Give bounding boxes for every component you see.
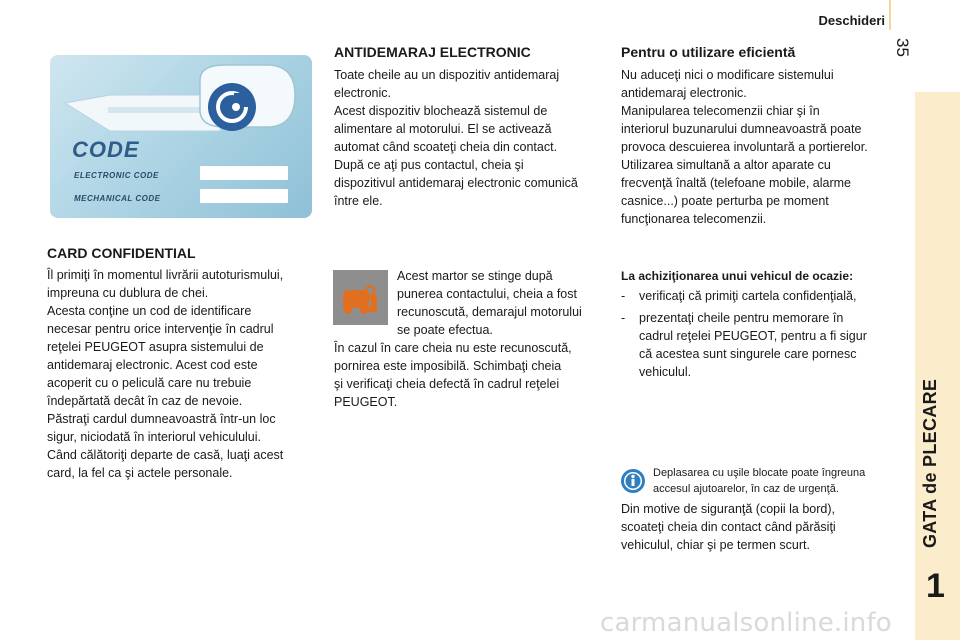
- text-line: accesul ajutoarelor, în caz de urgenţă.: [653, 483, 839, 495]
- section-title: Deschideri: [818, 13, 885, 28]
- text-line: electronic.: [334, 86, 391, 100]
- efficient-use-title: Pentru o utilizare eficientă: [621, 44, 796, 60]
- text-line: îndepărtată decât în caz de nevoie.: [47, 394, 243, 408]
- text-line: pornirea este imposibilă. Schimbaţi cheia: [334, 359, 562, 373]
- text-line: Acest martor se stinge după: [397, 269, 553, 283]
- text-line: casnice...) poate perturba pe moment: [621, 194, 829, 208]
- text-line: Din motive de siguranţă (copii la bord),: [621, 502, 835, 516]
- text-line: PEUGEOT.: [334, 395, 398, 409]
- text-line: În cazul în care cheia nu este recunoscută,: [334, 341, 572, 355]
- text-line: provoca descuierea involuntară a portierelor.: [621, 140, 868, 154]
- text-line: între ele.: [334, 194, 383, 208]
- info-text: [621, 500, 901, 554]
- text-line: Acesta conţine un cod de identificare: [47, 304, 252, 318]
- text-line: card, la fel ca şi actele personale.: [47, 466, 233, 480]
- used-vehicle-title: La achiziţionarea unui vehicul de ocazie:: [621, 269, 854, 283]
- page-number: 35: [893, 38, 912, 57]
- text-line: recunoscută, demarajul motorului: [397, 305, 582, 319]
- text-line: impreuna cu dublura de chei.: [47, 286, 209, 300]
- warning-text: [334, 339, 604, 411]
- text-line: punerea contactului, cheia a fost: [397, 287, 577, 301]
- header-divider: [889, 0, 891, 30]
- list-item-line: că acestea sunt singurele care pornesc: [639, 347, 857, 361]
- info-icon: [620, 468, 646, 494]
- text-line: Când călătoriţi departe de casă, luaţi acest: [47, 448, 284, 462]
- efficient-use-text: [621, 66, 901, 228]
- text-line: Îl primiţi în momentul livrării autoturismului,: [47, 268, 284, 282]
- text-line: sigur, niciodată în interiorul vehiculului.: [47, 430, 262, 444]
- text-line: se poate efectua.: [397, 323, 493, 337]
- confidential-card-image: [50, 55, 312, 218]
- text-line: Deplasarea cu uşile blocate poate îngreuna: [653, 467, 866, 479]
- warning-icon-text: [397, 267, 607, 339]
- electronic-code-field: [200, 166, 288, 180]
- card-code-title: CODE: [72, 137, 140, 162]
- antidemaraj-text: [334, 66, 604, 210]
- antidemaraj-title: ANTIDEMARAJ ELECTRONIC: [334, 44, 531, 60]
- text-line: funcţionarea telecomenzii.: [621, 212, 767, 226]
- list-item: [621, 287, 901, 305]
- chapter-label: GATA de PLECARE: [920, 378, 940, 548]
- info-small-text: [653, 465, 903, 497]
- text-line: Toate cheile au un dispozitiv antidemaraj: [334, 68, 560, 82]
- text-line: Acest dispozitiv blochează sistemul de: [334, 104, 548, 118]
- list-item-line: - verificaţi că primiţi cartela confidenţială,: [639, 289, 857, 303]
- text-line: antidemaraj electronic.: [621, 86, 747, 100]
- text-line: Utilizarea simultană a altor aparate cu: [621, 158, 831, 172]
- electronic-code-label: ELECTRONIC CODE: [74, 171, 159, 180]
- mechanical-code-label: MECHANICAL CODE: [74, 194, 161, 203]
- chapter-tab: [915, 92, 960, 640]
- text-line: scoateţi cheia din contact când părăsiţi: [621, 520, 836, 534]
- text-line: şi verificaţi cheia defectă în cadrul reţelei: [334, 377, 560, 391]
- mechanical-code-field: [200, 189, 288, 203]
- used-vehicle-list-container: [621, 287, 901, 385]
- watermark: carmanualsonline.info: [600, 608, 892, 638]
- text-line: vehiculul, chiar şi pe termen scurt.: [621, 538, 810, 552]
- text-line: frecvenţă înaltă (telefoane mobile, alarme: [621, 176, 851, 190]
- text-line: dispozitivul antidemaraj electronic comunică: [334, 176, 578, 190]
- text-line: reţelei PEUGEOT asupra sistemului de: [47, 340, 264, 354]
- text-line: După ce aţi pus contactul, cheia şi: [334, 158, 524, 172]
- card-confidential-title: CARD CONFIDENTIAL: [47, 245, 196, 261]
- text-line: acoperit cu o peliculă care nu trebuie: [47, 376, 252, 390]
- text-line: necesar pentru orice intervenţie în cadrul: [47, 322, 274, 336]
- list-item: [621, 309, 901, 381]
- chapter-number: 1: [926, 567, 945, 605]
- text-line: antidemaraj electronic. Acest cod este: [47, 358, 258, 372]
- card-confidential-text: [47, 266, 312, 482]
- text-line: Manipularea telecomenzii chiar şi în: [621, 104, 820, 118]
- text-line: Nu aduceţi nici o modificare sistemului: [621, 68, 834, 82]
- list-item-line: cadrul reţelei PEUGEOT, pentru a fi sigur: [639, 329, 867, 343]
- list-item-line: vehiculul.: [639, 365, 692, 379]
- text-line: alimentare al motorului. El se activează: [334, 122, 552, 136]
- used-vehicle-list: [621, 287, 901, 381]
- key-warning-icon: [333, 270, 388, 325]
- text-line: Păstraţi cardul dumneavoastră într-un loc: [47, 412, 276, 426]
- text-line: automat când scoateţi cheia din contact.: [334, 140, 558, 154]
- text-line: interiorul buzunarului dumneavoastră poate: [621, 122, 862, 136]
- list-item-line: - prezentaţi cheile pentru memorare în: [639, 311, 844, 325]
